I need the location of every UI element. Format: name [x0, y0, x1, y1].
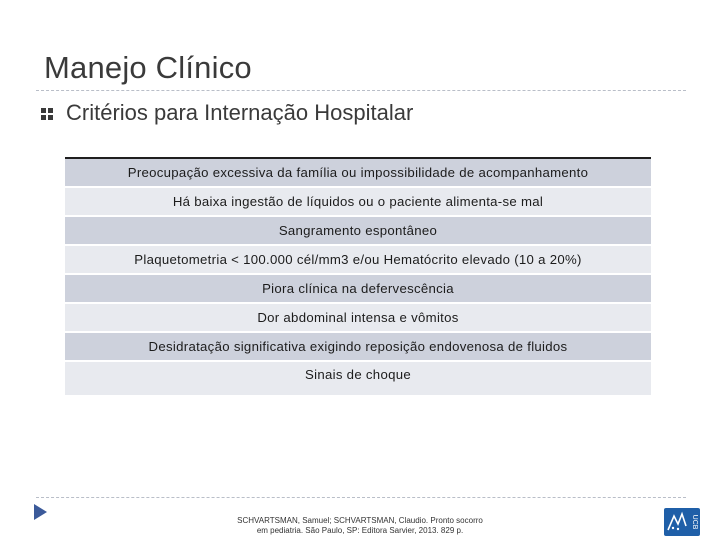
criteria-row: Piora clínica na defervescência — [65, 275, 651, 302]
citation-line: em pediatria. São Paulo, SP: Editora Sarvier, 2013. 829 p. — [256, 526, 464, 535]
criteria-row: Sangramento espontâneo — [65, 217, 651, 244]
criteria-row: Sinais de choque — [65, 362, 651, 395]
criteria-row: Plaquetometria < 100.000 cél/mm3 e/ou Hematócrito elevado (10 a 20%) — [65, 246, 651, 273]
citation — [210, 516, 510, 536]
square-bullet-icon — [40, 107, 54, 121]
criteria-row: Dor abdominal intensa e vômitos — [65, 304, 651, 331]
slide-title: Manejo Clínico — [44, 50, 252, 85]
criteria-row: Há baixa ingestão de líquidos ou o paciente alimenta-se mal — [65, 188, 651, 215]
bullet-text: Critérios para Internação Hospitalar — [66, 100, 414, 125]
ucb-logo — [664, 508, 700, 536]
criteria-table — [64, 156, 652, 398]
criteria-row: Desidratação significativa exigindo reposição endovenosa de fluidos — [65, 333, 651, 360]
footer-divider — [36, 497, 686, 498]
citation-line: SCHVARTSMAN, Samuel; SCHVARTSMAN, Claudio. Pronto socorro — [237, 516, 483, 525]
next-slide-arrow-icon[interactable] — [32, 503, 48, 521]
logo-text: UCB — [691, 514, 698, 530]
bullet-item — [40, 100, 413, 126]
title-divider — [36, 90, 686, 91]
criteria-row: Preocupação excessiva da família ou impossibilidade de acompanhamento — [65, 157, 651, 186]
